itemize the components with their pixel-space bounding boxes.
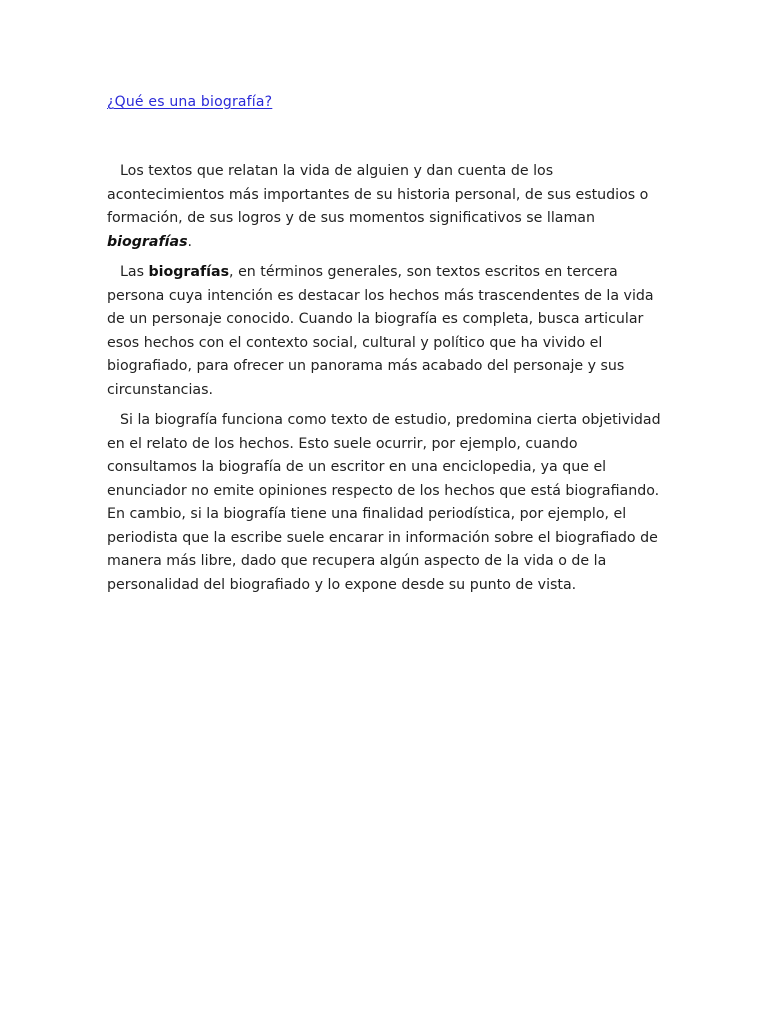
paragraph-2-keyword: biografías — [148, 264, 230, 280]
paragraph-2-text: , en términos generales, son textos escritos en tercera persona cuya intención es destacar los hechos más trascendentes de la vida de un personaje conocido. Cuando la biografía es completa, busca articular esos hechos con el contexto social, cultural y político que ha vivido el biografiado, para ofrecer un panorama más acabado del personaje y sus circunstancias. — [107, 264, 654, 398]
paragraph-1-keyword: biografías — [107, 233, 188, 250]
paragraph-1 — [107, 160, 663, 254]
document-title: ¿Qué es una biografía? — [107, 94, 273, 110]
document-body — [107, 160, 663, 604]
paragraph-2 — [107, 261, 663, 402]
paragraph-3: Si la biografía funciona como texto de estudio, predomina cierta objetividad en el relato de los hechos. Esto suele ocurrir, por ejemplo, cuando consultamos la biografía de un escritor en una enciclopedia, ya que el enunciador no emite opiniones respecto de los hechos que está biografiando. En cambio, si la biografía tiene una finalidad periodística, por ejemplo, el periodista que la escribe suele encarar in información sobre el biografiado de manera más libre, dado que recupera algún aspecto de la vida o de la personalidad del biografiado y lo expone desde su punto de vista. — [107, 412, 661, 593]
paragraph-1-text: Los textos que relatan la vida de alguien y dan cuenta de los acontecimientos más importantes de su historia personal, de sus estudios o formación, de sus logros y de sus momentos significativos se llaman — [107, 163, 649, 226]
paragraph-1-end: . — [187, 233, 193, 250]
paragraph-2-start: Las — [120, 264, 149, 280]
